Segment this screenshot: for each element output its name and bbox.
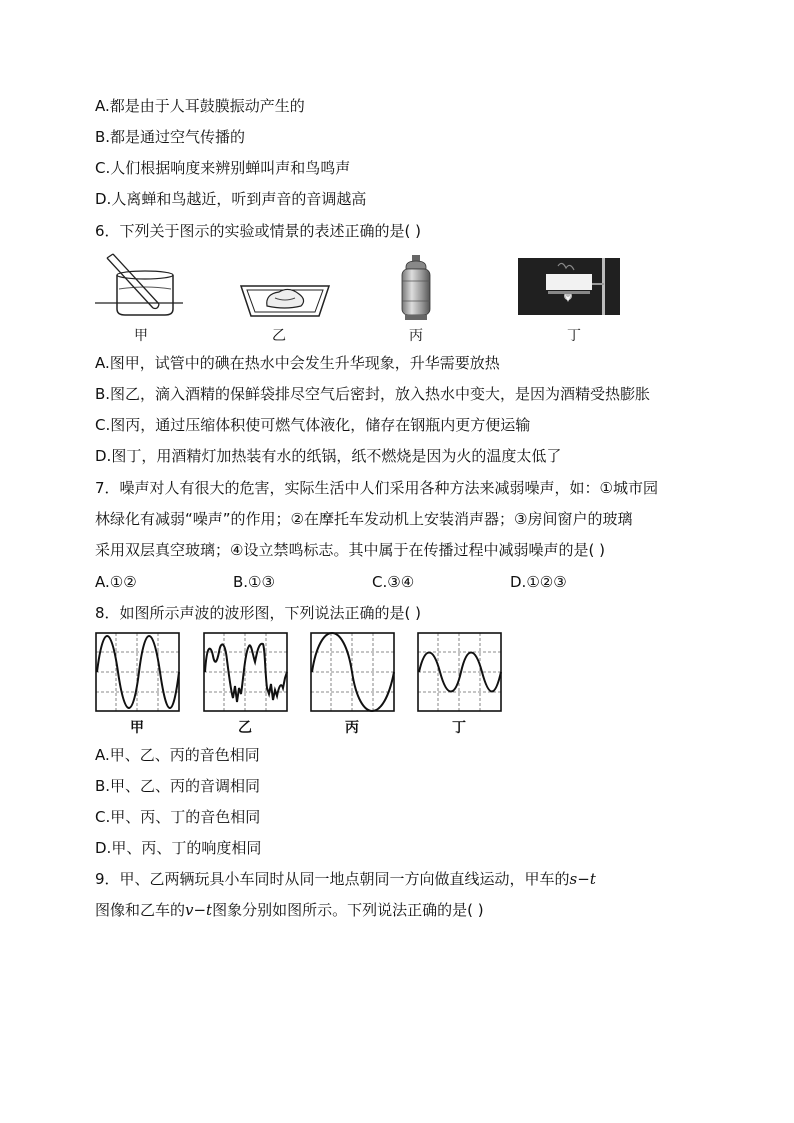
q8-caption-yi: 乙: [238, 720, 252, 736]
q8-option-b: B.甲、乙、丙的音调相同: [95, 777, 261, 795]
q6-caption-bing: 丙: [409, 328, 423, 344]
q8-stem: 8．如图所示声波的波形图，下列说法正确的是( ): [95, 604, 422, 622]
q8-caption-jia: 甲: [130, 720, 144, 736]
q7-stem-line-1: 7．噪声对人有很大的危害，实际生活中人们采用各种方法来减弱噪声，如：①城市园: [95, 479, 658, 497]
q8-caption-ding: 丁: [452, 720, 466, 736]
q6-option-b: B.图乙，滴入酒精的保鲜袋排尽空气后密封，放入热水中变大，是因为酒精受热膨胀: [95, 385, 651, 403]
q5-option-b: B.都是通过空气传播的: [95, 128, 246, 146]
q9-vt-symbol: v−t: [185, 901, 213, 919]
q6-option-d: D.图丁，用酒精灯加热装有水的纸锅，纸不燃烧是因为火的温度太低了: [95, 447, 562, 465]
q9-stem-line-2: [95, 900, 484, 920]
q6-caption-yi: 乙: [272, 328, 286, 344]
q5-option-a: A.都是由于人耳鼓膜振动产生的: [95, 97, 305, 115]
beaker-test-tube-figure: [95, 253, 185, 318]
q7-stem-line-3: 采用双层真空玻璃；④设立禁鸣标志。其中属于在传播过程中减弱噪声的是( ): [95, 541, 605, 559]
q9-st-symbol: s−t: [569, 870, 596, 888]
q6-option-c: C.图丙，通过压缩体积使可燃气体液化，储存在钢瓶内更方便运输: [95, 416, 531, 434]
waveform-jia: [95, 632, 180, 712]
gas-cylinder-figure: [398, 253, 434, 321]
q9-stem-text-2: 图像和乙车的: [95, 901, 186, 919]
q7-option-d: D.①②③: [510, 573, 567, 591]
q8-caption-bing: 丙: [345, 720, 359, 736]
tray-bag-figure: [237, 272, 332, 320]
paper-pot-heating-figure: [518, 258, 620, 315]
q7-option-c: C.③④: [372, 573, 415, 591]
q8-option-a: A.甲、乙、丙的音色相同: [95, 746, 260, 764]
q6-caption-ding: 丁: [567, 328, 581, 344]
q7-stem-line-2: 林绿化有减弱“噪声”的作用；②在摩托车发动机上安装消声器；③房间窗户的玻璃: [95, 510, 633, 528]
waveform-ding: [417, 632, 502, 712]
q5-option-d: D.人离蝉和鸟越近，听到声音的音调越高: [95, 190, 367, 208]
waveform-yi: [203, 632, 288, 712]
q7-option-a: A.①②: [95, 573, 137, 591]
q6-option-a: A.图甲，试管中的碘在热水中会发生升华现象，升华需要放热: [95, 354, 500, 372]
q5-option-c: C.人们根据响度来辨别蝉叫声和鸟鸣声: [95, 159, 351, 177]
q9-stem-text-1: 9．甲、乙两辆玩具小车同时从同一地点朝同一方向做直线运动，甲车的: [95, 870, 570, 888]
q9-stem-line-1: [95, 869, 596, 889]
q8-option-d: D.甲、丙、丁的响度相同: [95, 839, 262, 857]
q7-option-b: B.①③: [233, 573, 275, 591]
q8-option-c: C.甲、丙、丁的音色相同: [95, 808, 261, 826]
q6-stem: 6．下列关于图示的实验或情景的表述正确的是( ): [95, 222, 422, 240]
q6-caption-jia: 甲: [134, 328, 148, 344]
q9-stem-text-3: 图象分别如图所示。下列说法正确的是( ): [212, 901, 484, 919]
waveform-bing: [310, 632, 395, 712]
